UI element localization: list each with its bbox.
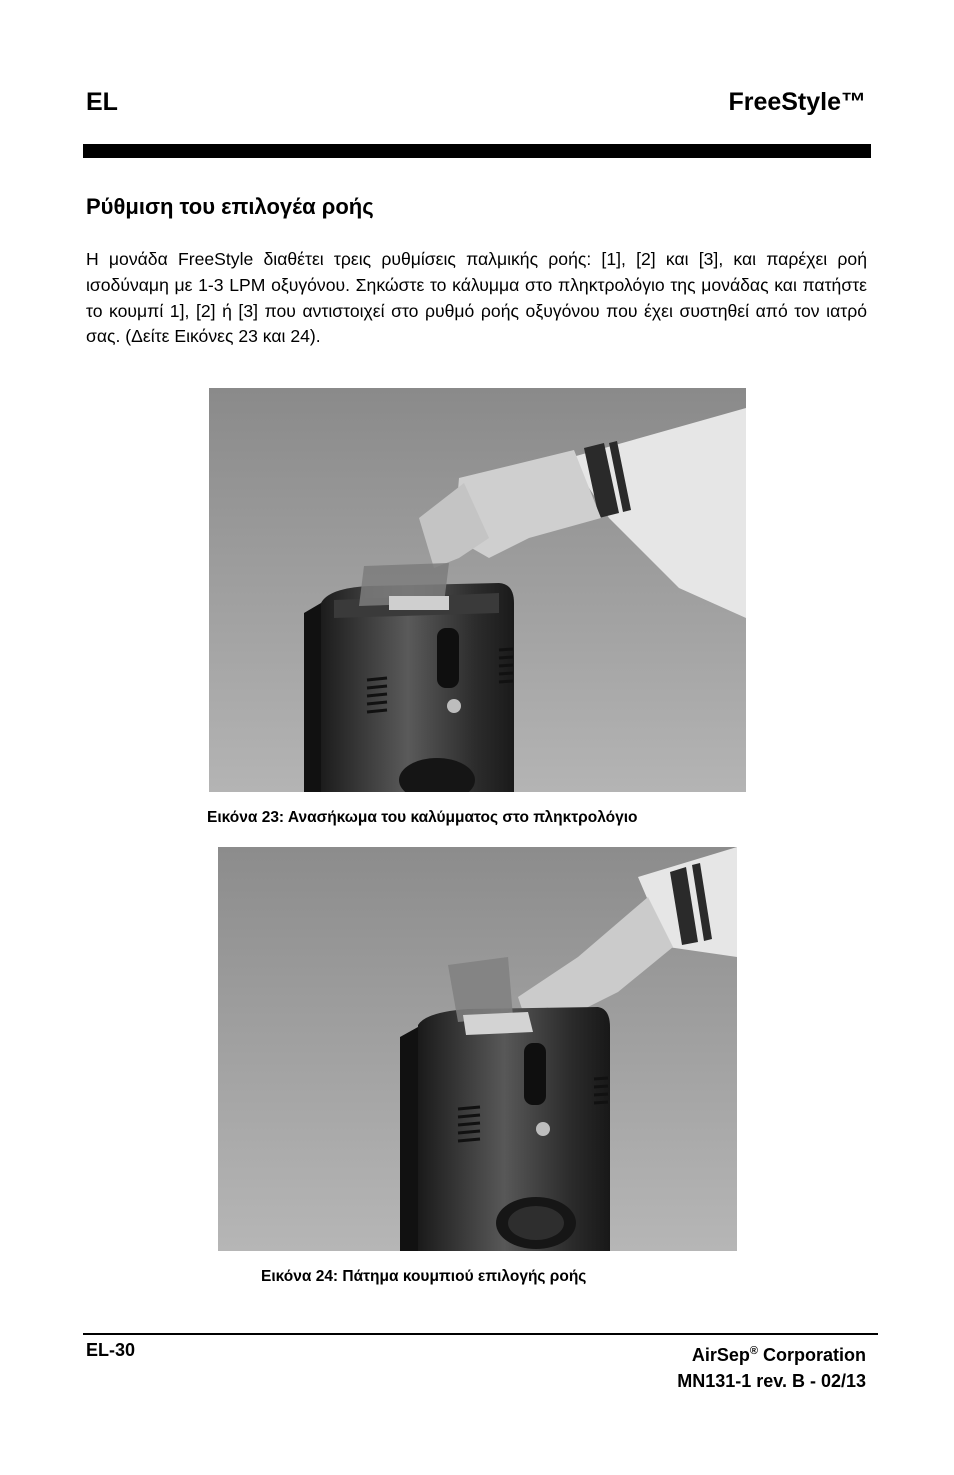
footer-divider xyxy=(83,1333,878,1335)
section-paragraph: Η μονάδα FreeStyle διαθέτει τρεις ρυθμίσεις παλμικής ροής: [1], [2] και [3], και παρέχει ροή ισοδύναμη με 1-3 LPM οξυγόνου. Σηκώστε το κάλυμμα στο πληκτρολόγιο της μονάδας και πατήστε το κουμπί 1], [2] ή [3] που αντιστοιχεί στο ρυθμό ροής οξυγόνου που έχει συστηθεί από τον ιατρό σας. (Δείτε Εικόνες 23 και 24). xyxy=(86,249,867,347)
figure-23-caption: Εικόνα 23: Ανασήκωμα του καλύμματος στο πληκτρολόγιο xyxy=(207,809,638,826)
figure-24-photo xyxy=(218,847,737,1251)
figure-23-photo xyxy=(209,388,746,792)
header-divider xyxy=(83,144,871,158)
footer-company-name: AirSep xyxy=(691,1345,750,1365)
footer-page-number: EL-30 xyxy=(86,1340,136,1360)
section-title: Ρύθμιση του επιλογέα ροής xyxy=(86,194,374,219)
header-language: EL xyxy=(86,88,118,116)
footer-company-block xyxy=(677,1338,866,1394)
footer-document-revision: MN131-1 rev. B - 02/13 xyxy=(677,1371,866,1391)
registered-mark: ® xyxy=(749,1345,758,1357)
header-product-name: FreeStyle™ xyxy=(728,88,866,116)
footer-company-suffix: Corporation xyxy=(758,1345,866,1365)
figure-24-caption: Εικόνα 24: Πάτημα κουμπιού επιλογής ροής xyxy=(261,1268,587,1285)
footer-company xyxy=(677,1338,866,1368)
